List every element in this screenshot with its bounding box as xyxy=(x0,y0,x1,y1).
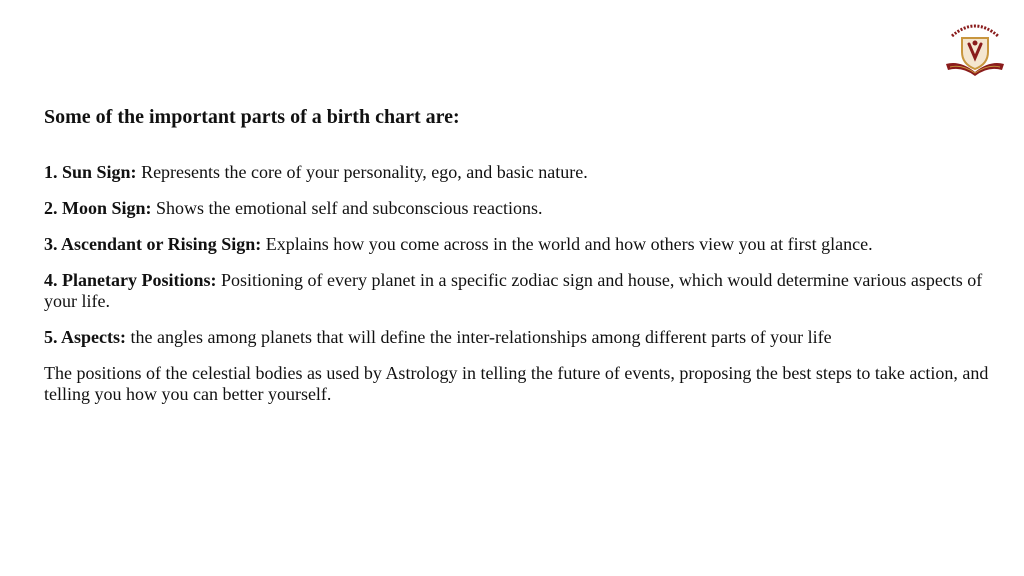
slide-heading: Some of the important parts of a birth chart are: xyxy=(44,106,460,128)
list-item-planetary-positions xyxy=(44,270,989,312)
item-term: 3. Ascendant or Rising Sign: xyxy=(44,234,262,254)
item-text: the angles among planets that will define the inter-relationships among different parts of your life xyxy=(126,327,832,347)
closing-paragraph: The positions of the celestial bodies as used by Astrology in telling the future of events, proposing the best steps to take action, and telling you how you can better yourself. xyxy=(44,363,989,404)
slide-content xyxy=(44,104,989,405)
list-item-sun-sign xyxy=(44,162,989,183)
item-text: Positioning of every planet in a specific zodiac sign and house, which would determine various aspects of your life. xyxy=(44,270,983,311)
list-item-ascendant xyxy=(44,234,989,255)
item-term: 1. Sun Sign: xyxy=(44,162,137,182)
emblem-logo-icon xyxy=(942,14,1008,80)
item-text: Shows the emotional self and subconscious reactions. xyxy=(151,198,543,218)
item-term: 2. Moon Sign: xyxy=(44,198,152,218)
list-item-moon-sign xyxy=(44,198,989,219)
item-term: 4. Planetary Positions: xyxy=(44,270,217,290)
item-text: Represents the core of your personality, ego, and basic nature. xyxy=(136,162,588,182)
item-term: 5. Aspects: xyxy=(44,327,126,347)
list-item-aspects xyxy=(44,327,989,348)
item-text: Explains how you come across in the world and how others view you at first glance. xyxy=(261,234,873,254)
